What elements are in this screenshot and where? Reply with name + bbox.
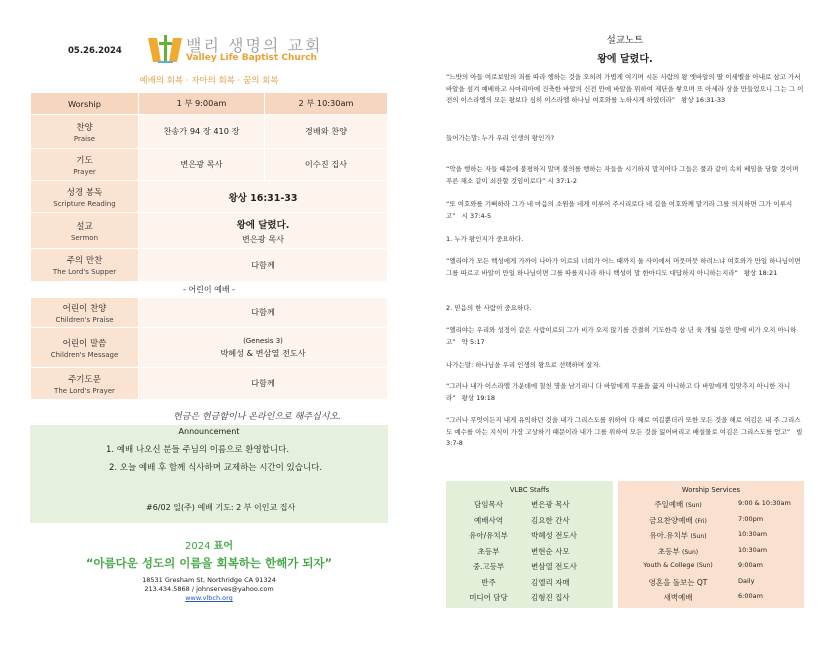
lords-supper-label-english: The Lord's Supper [52,268,117,276]
paragraph-ref: 왕상 18:21 [743,268,778,277]
sermon-notes-heading: 왕에 달렸다. [597,54,653,65]
table-row-scripture [31,181,388,213]
paragraph-ref: 시 37:4-5 [461,211,492,220]
website-link[interactable]: www.vlbch.org [185,594,233,602]
staff-row: 예배사역 김요한 간사 [474,515,570,525]
children-message-label-english: Children's Message [50,350,119,359]
service-row: 새벽예배 6:00am [663,592,763,602]
praise-second-service: 경배와 찬양 [265,115,388,149]
children-message-label: 어린이 말씀 [62,338,107,349]
church-name-korean: 밸리 생명의 교회 [186,36,323,55]
staff-row: 담임목사 변은광 목사 [474,500,570,509]
service-row: 주일예배 (Sun) 9:00 & 10:30am [654,499,791,509]
children-praise-value: 다함께 [139,298,388,328]
table-header-row [31,93,388,115]
staff-row: 중.고등부 변삼열 전도사 [472,562,577,571]
table-row-prayer [31,149,388,181]
service-row: 영혼을 돌보는 QT Daily [648,576,755,587]
church-name-english: Valley Life Baptist Church [186,53,317,63]
kids-heading-row [31,282,388,298]
children-message-passage: (Genesis 3) [243,336,283,345]
praise-first-service: 찬송가 94 장 410 장 [139,115,265,149]
year-value: 2024 [185,541,211,552]
service-row: 금요찬양예배 (Fri) 7:00pm [649,514,764,525]
scripture-reference: 왕상 16:31-33 [139,181,388,213]
year-word: 표어 [213,541,233,552]
church-address [30,576,388,603]
next-prayer-note: #6/02 일(주) 예배 기도: 2 부 이인교 집사 [146,503,296,512]
lords-supper-value: 다함께 [139,249,388,282]
staff-row: 유아/유치부 박혜성 전도사 [469,531,577,540]
bulletin-date: 05.26.2024 [68,46,122,56]
sermon-title: 왕에 달렸다. [236,219,290,231]
scripture-label: 성경 봉독 [66,187,103,198]
paragraph-ref: 빌 3:7-8 [446,427,803,447]
table-row-lords-prayer [31,368,388,400]
kids-worship-heading: - 어린이 예배 - [31,282,388,298]
staff-title: VLBC Staffs [509,486,550,494]
sermon-preacher: 변은광 목사 [241,233,285,244]
children-message-speakers: 박혜성 & 변삼열 전도사 [220,347,306,358]
staff-row: 미디어 담당 김형진 집사 [469,593,570,602]
table-row-children-message [31,328,388,368]
service-row: 초등부 (Sun) 10:30am [657,545,768,556]
church-motto: 예배의 회복 · 자아의 회복 · 꿈의 회복 [139,76,279,86]
sermon-paragraph: “엘리야는 우리와 성정이 같은 사람이로되 그가 비가 오지 않기를 간절히 기도한즉 삼 년 육 개월 동안 땅에 비가 오지 아니하고” 약 5:17 [446,326,797,346]
staff-box [446,481,613,608]
sermon-paragraph: “또 여호와를 기뻐하라 그가 네 마음의 소원을 네게 이루어 주시리로다 네 길을 여호와께 맡기라 그를 의지하면 그가 이루시고” 시 37:4-5 [446,200,793,220]
order-of-worship-table [30,92,388,400]
lords-prayer-label-english: The Lord's Prayer [54,386,115,395]
sermon-paragraph: “악을 행하는 자들 때문에 불평하지 말며 불의를 행하는 자들을 시기하지 말지어다 그들은 풀과 같이 속히 베임을 당할 것이며 푸른 채소 같이 쇠잔할 것임이로다” 시 37:1-2 [446,165,799,185]
second-service-header: 2 부 10:30am [265,93,388,115]
sermon-paragraph: “그러나 무엇이든지 내게 유익하던 것을 내가 그리스도를 위하여 다 해로 여길뿐더러 또한 모든 것을 해로 여김은 내 주 그리스도 예수를 아는 지식이 가장 고상하기 때문이라 내가 그를 위하여 모든 것을 잃어버리고 배설물로 여김은 그리스도를 얻고” 빌 3:7-8 [446,416,803,447]
table-row-lords-supper [31,249,388,282]
year-theme-text: “아름다운 성도의 이름을 회복하는 한해가 되자” [85,556,333,570]
offering-note: 헌금은 헌금함이나 온라인으로 해주십시오. [173,412,341,422]
worship-services-title: Worship Services [681,486,741,494]
lords-supper-label: 주의 만찬 [66,256,103,266]
prayer-label: 기도 [76,155,93,166]
children-praise-label: 어린이 찬양 [62,303,107,314]
paragraph-ref: 왕상 16:31-33 [681,96,726,104]
praise-label: 찬양 [76,122,93,133]
sermon-paragraph: 들어가는말: 누가 우리 인생의 왕인가? [446,134,555,142]
sermon-paragraph: “엘리야가 모든 백성에게 가까이 나아가 이르되 너희가 어느 때까지 둘 사이에서 머뭇머뭇 하려느냐 여호와가 만일 하나님이면 그를 따르고 바알이 만일 하나님이면 그를 따를지니라 하니 백성이 말 한마디도 대답하지 아니하는지라” 왕상 18:21 [446,257,801,277]
praise-label-english: Praise [73,134,96,143]
table-row-sermon [31,213,388,249]
prayer-second-service: 이수진 집사 [265,149,388,181]
sermon-paragraph: “느밧의 아들 여로보암의 죄를 따라 행하는 것을 오히려 가볍게 여기며 시돈 사람의 왕 엣바알의 딸 이세벨을 아내로 삼고 가서 바알을 섬겨 예배하고 사마리아에 건축한 바알의 신전 안에 바알을 위하여 제단을 쌓으며 또 아세라 상을 만들었으니 그는 그 이전의 이스라엘의 모든 왕보다 심히 이스라엘 하나님 여호와를 노하시게 하였더라” 왕상 16:31-33 [446,73,804,104]
address-contact: 213.434.5868 / johnserves@yahoo.com [144,585,274,593]
lords-prayer-label: 주기도문 [68,374,101,385]
sermon-paragraph: 나가는말: 하나님을 우리 인생의 왕으로 선택하며 살자. [446,361,601,369]
lords-prayer-value: 다함께 [139,368,388,400]
paragraph-ref: 약 5:17 [461,337,485,346]
worship-services-box [618,481,804,608]
children-praise-label-english: Children's Praise [55,315,114,324]
service-row: 유아.유치부 (Sun) 10:30am [649,530,768,540]
table-row-children-praise [31,298,388,328]
prayer-first-service: 변은광 목사 [139,149,265,181]
announcement-title: Announcement [178,427,240,436]
paragraph-ref: 왕상 19:18 [461,393,496,402]
announcement-item: 1. 예배 나오신 분들 주님의 이름으로 환영합니다. [106,445,290,455]
church-logo [148,34,182,64]
year-theme-heading [30,537,388,552]
worship-header: Worship [31,93,139,115]
first-service-header: 1 부 9:00am [139,93,265,115]
announcement-item: 2. 오늘 예배 후 함께 식사하며 교제하는 시간이 있습니다. [109,463,323,473]
sermon-label-english: Sermon [70,233,99,242]
sermon-paragraph: 2. 믿음의 한 사람이 중요하다. [446,304,532,312]
table-row-praise [31,115,388,149]
staff-row: 반주 김엘리 자매 [481,577,570,587]
sermon-paragraph: 1. 누가 왕인지가 중요하다. [446,235,524,243]
prayer-label-english: Prayer [73,167,96,176]
service-row: Youth & College (Sun) 9:00am [643,561,763,569]
sermon-label: 설교 [76,221,93,232]
address-street: 18531 Gresham St, Northridge CA 91324 [142,576,276,584]
sermon-notes-title: 설교노트 [606,35,644,46]
staff-row: 초등부 변현순 사모 [477,546,570,556]
scripture-label-english: Scripture Reading [53,199,116,208]
sermon-paragraph: “그러나 내가 이스라엘 가운데에 칠천 명을 남기리니 다 바알에게 무릎을 꿇지 아니하고 다 바알에게 입맞추지 아니한 자니라” 왕상 19:18 [446,382,791,402]
